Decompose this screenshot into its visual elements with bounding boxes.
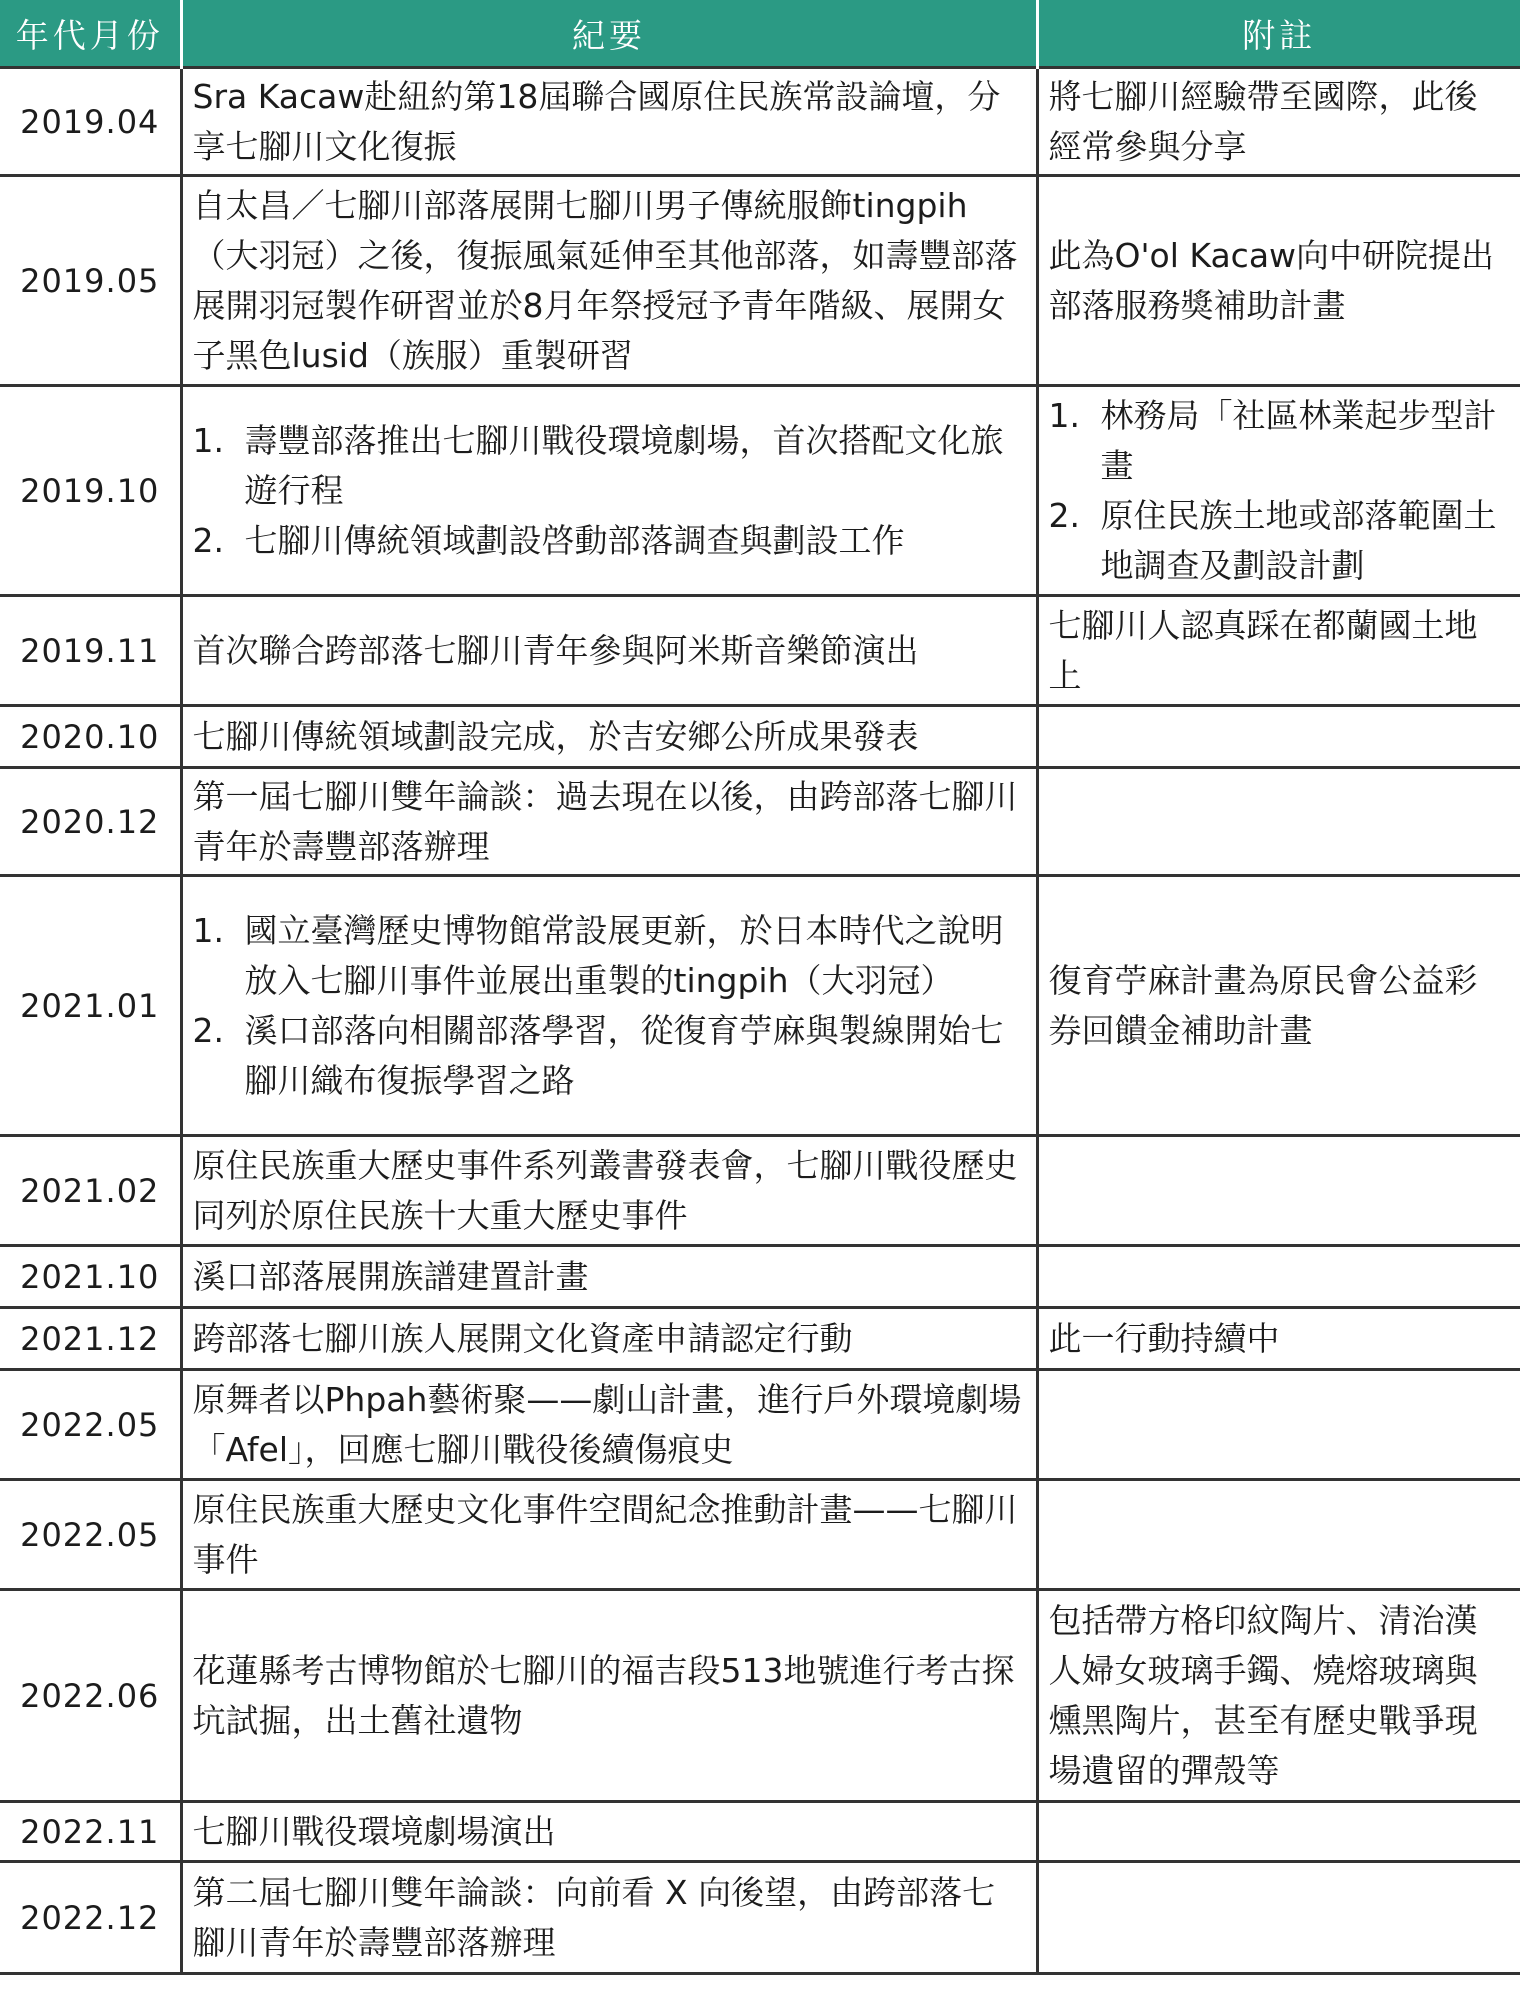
note-list	[1049, 391, 1511, 591]
list-number: 1.	[1048, 395, 1080, 435]
row-date: 2021.01	[0, 876, 181, 1136]
event-list-item	[193, 516, 1026, 566]
list-number: 2.	[192, 520, 224, 560]
row-date: 2022.06	[0, 1590, 181, 1802]
table-row	[0, 1480, 1520, 1590]
row-event: 七腳川戰役環境劇場演出	[181, 1802, 1037, 1862]
row-date: 2022.11	[0, 1802, 181, 1862]
row-event	[181, 386, 1037, 596]
column-header-note: 附註	[1037, 0, 1520, 68]
note-list-item	[1049, 391, 1511, 491]
column-header-date: 年代月份	[0, 0, 181, 68]
event-list	[193, 906, 1026, 1106]
row-note: 此為O'ol Kacaw向中研院提出部落服務獎補助計畫	[1037, 176, 1520, 386]
row-date: 2020.10	[0, 706, 181, 768]
table-row	[0, 876, 1520, 1136]
row-note: 此一行動持續中	[1037, 1308, 1520, 1370]
table-row	[0, 68, 1520, 176]
row-event	[181, 876, 1037, 1136]
event-list-item	[193, 906, 1026, 1006]
table-row	[0, 1246, 1520, 1308]
row-date: 2022.05	[0, 1370, 181, 1480]
row-date: 2019.10	[0, 386, 181, 596]
row-date: 2022.12	[0, 1862, 181, 1974]
row-note	[1037, 1246, 1520, 1308]
row-date: 2021.02	[0, 1136, 181, 1246]
note-list-item	[1049, 491, 1511, 591]
row-date: 2021.10	[0, 1246, 181, 1308]
list-text: 溪口部落向相關部落學習，從復育苧麻與製線開始七腳川織布復振學習之路	[244, 1010, 1004, 1100]
row-event: 跨部落七腳川族人展開文化資產申請認定行動	[181, 1308, 1037, 1370]
row-event: 原住民族重大歷史事件系列叢書發表會，七腳川戰役歷史同列於原住民族十大重大歷史事件	[181, 1136, 1037, 1246]
list-text: 林務局「社區林業起步型計畫	[1100, 395, 1497, 485]
row-date: 2019.05	[0, 176, 181, 386]
list-number: 2.	[192, 1010, 224, 1050]
row-date: 2021.12	[0, 1308, 181, 1370]
table-row	[0, 706, 1520, 768]
row-note	[1037, 706, 1520, 768]
event-list-item	[193, 416, 1026, 516]
row-note: 包括帶方格印紋陶片、清治漢人婦女玻璃手鐲、燒熔玻璃與燻黑陶片，甚至有歷史戰爭現場遺留的彈殼等	[1037, 1590, 1520, 1802]
event-list	[193, 416, 1026, 566]
row-note	[1037, 1862, 1520, 1974]
table-row	[0, 1370, 1520, 1480]
table-row	[0, 176, 1520, 386]
row-date: 2020.12	[0, 768, 181, 876]
row-event: 第二屆七腳川雙年論談：向前看 X 向後望，由跨部落七腳川青年於壽豐部落辦理	[181, 1862, 1037, 1974]
table-row	[0, 768, 1520, 876]
list-text: 七腳川傳統領域劃設啓動部落調查與劃設工作	[244, 520, 905, 560]
row-note	[1037, 386, 1520, 596]
table-row	[0, 1308, 1520, 1370]
row-date: 2022.05	[0, 1480, 181, 1590]
row-note: 七腳川人認真踩在都蘭國土地上	[1037, 596, 1520, 706]
table-row	[0, 596, 1520, 706]
row-event: 花蓮縣考古博物館於七腳川的福吉段513地號進行考古探坑試掘，出土舊社遺物	[181, 1590, 1037, 1802]
row-note	[1037, 768, 1520, 876]
row-note: 復育苧麻計畫為原民會公益彩券回饋金補助計畫	[1037, 876, 1520, 1136]
row-event: Sra Kacaw赴紐約第18屆聯合國原住民族常設論壇，分享七腳川文化復振	[181, 68, 1037, 176]
row-date: 2019.11	[0, 596, 181, 706]
list-text: 國立臺灣歷史博物館常設展更新，於日本時代之說明放入七腳川事件並展出重製的tingpih（大羽冠）	[244, 910, 1004, 1000]
row-event: 溪口部落展開族譜建置計畫	[181, 1246, 1037, 1308]
row-note: 將七腳川經驗帶至國際，此後經常參與分享	[1037, 68, 1520, 176]
table-row	[0, 1590, 1520, 1802]
row-event: 七腳川傳統領域劃設完成，於吉安鄉公所成果發表	[181, 706, 1037, 768]
table-row	[0, 1136, 1520, 1246]
event-list-item	[193, 1006, 1026, 1106]
table-header-row	[0, 0, 1520, 68]
row-event: 原住民族重大歷史文化事件空間紀念推動計畫——七腳川事件	[181, 1480, 1037, 1590]
table-row	[0, 1862, 1520, 1974]
row-note	[1037, 1802, 1520, 1862]
list-number: 2.	[1048, 495, 1080, 535]
row-note	[1037, 1370, 1520, 1480]
row-note	[1037, 1480, 1520, 1590]
table-row	[0, 386, 1520, 596]
list-number: 1.	[192, 420, 224, 460]
list-number: 1.	[192, 910, 224, 950]
table-row	[0, 1802, 1520, 1862]
row-event: 自太昌／七腳川部落展開七腳川男子傳統服飾tingpih（大羽冠）之後，復振風氣延伸至其他部落，如壽豐部落展開羽冠製作研習並於8月年祭授冠予青年階級、展開女子黑色lusid（族服）重製研習	[181, 176, 1037, 386]
list-text: 原住民族土地或部落範圍土地調查及劃設計劃	[1100, 495, 1497, 585]
list-text: 壽豐部落推出七腳川戰役環境劇場，首次搭配文化旅遊行程	[244, 420, 1004, 510]
row-event: 原舞者以Phpah藝術聚——劇山計畫，進行戶外環境劇場「Afel」，回應七腳川戰役後續傷痕史	[181, 1370, 1037, 1480]
row-event: 第一屆七腳川雙年論談：過去現在以後，由跨部落七腳川青年於壽豐部落辦理	[181, 768, 1037, 876]
row-date: 2019.04	[0, 68, 181, 176]
column-header-event: 紀要	[181, 0, 1037, 68]
row-note	[1037, 1136, 1520, 1246]
row-event: 首次聯合跨部落七腳川青年參與阿米斯音樂節演出	[181, 596, 1037, 706]
